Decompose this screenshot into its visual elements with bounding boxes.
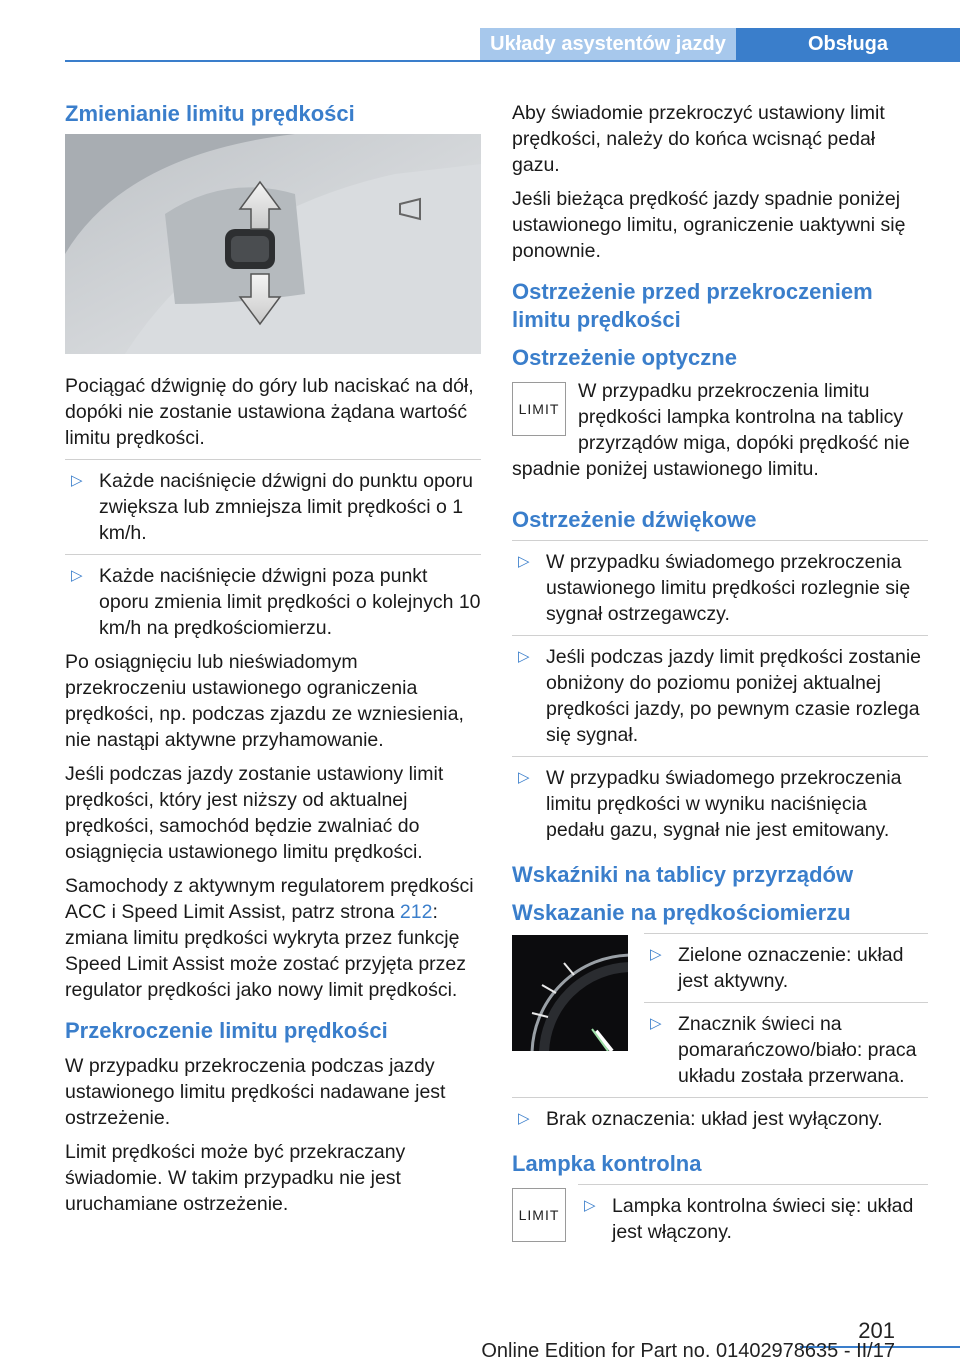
list-item-text: Jeśli podczas jazdy limit prędkości zostanie obniżony do poziomu poniżej aktualnej prędkości jazdy, po pewnym czasie rozlega się sygnał. xyxy=(546,646,921,746)
list-item xyxy=(512,1106,928,1132)
speedometer-image xyxy=(512,935,628,1051)
list-separator xyxy=(65,554,481,555)
paragraph-deliberate-exceed: Aby świadomie przekroczyć ustawiony limit prędkości, należy do końca wcisnąć pedał gazu. xyxy=(512,102,885,176)
list-item-text: W przypadku świadomego przekroczenia limitu prędkości w wyniku naciśnięcia pedału gazu, sygnał nie jest emitowany. xyxy=(546,767,902,841)
heading-change-limit: Zmienianie limitu prędkości xyxy=(65,101,355,126)
list-item-text: Znacznik świeci na pomarańczowo/biało: praca układu została przerwana. xyxy=(678,1013,917,1087)
list-separator xyxy=(644,1002,928,1003)
heading-indicators: Wskaźniki na tablicy przyrządów xyxy=(512,862,854,887)
list-item-text: Zielone oznaczenie: układ jest aktywny. xyxy=(678,944,904,992)
list-item xyxy=(512,765,928,843)
page-header xyxy=(0,0,960,62)
page-link-212[interactable]: 212 xyxy=(399,901,433,923)
paragraph-deliberate: Limit prędkości może być przekraczany świadomie. W takim przypadku nie jest uruchamiane ostrzeżenie. xyxy=(65,1141,406,1215)
paragraph-slow-down: Jeśli podczas jazdy zostanie ustawiony limit prędkości, który jest niższy od aktualnej prędkości, samochód będzie zwalniać do osiągnięcia ustawionego limitu prędkości. xyxy=(65,763,444,863)
list-item-text: Brak oznaczenia: układ jest wyłączony. xyxy=(546,1108,883,1130)
list-item xyxy=(512,549,928,627)
speedometer-block xyxy=(512,933,928,1097)
heading-exceed: Przekroczenie limitu prędkości xyxy=(65,1018,388,1043)
limit-indicator-icon: LIMIT xyxy=(512,1188,566,1242)
heading-sound-warning: Ostrzeżenie dźwiękowe xyxy=(512,507,757,532)
header-rule xyxy=(65,60,960,62)
list-separator xyxy=(512,756,928,757)
list-separator xyxy=(644,933,928,934)
bullet-triangle-icon: ▷ xyxy=(71,472,83,489)
list-separator xyxy=(512,540,928,541)
list-separator xyxy=(512,635,928,636)
list-separator xyxy=(65,459,481,460)
limit-indicator-icon: LIMIT xyxy=(512,382,566,436)
list-item xyxy=(65,563,481,641)
paragraph-acc xyxy=(65,873,481,1003)
list-item-text: Każde naciśnięcie dźwigni poza punkt oporu zmienia limit prędkości o kolejnych 10 km/h na prędkościomierzu. xyxy=(99,565,481,639)
page-number: 201 xyxy=(858,1318,895,1343)
paragraph-reactivate: Jeśli bieżąca prędkość jazdy spadnie poniżej ustawionego limitu, ograniczenie uaktywni się ponownie. xyxy=(512,188,906,262)
heading-optical-warning: Ostrzeżenie optyczne xyxy=(512,345,737,370)
bullet-triangle-icon: ▷ xyxy=(650,946,662,963)
bullet-triangle-icon: ▷ xyxy=(518,648,530,665)
section-tab: Układy asystentów jazdy xyxy=(480,28,736,60)
text-span: Samochody z aktywnym regulatorem prędkości ACC i Speed Limit Assist, patrz strona xyxy=(65,875,474,923)
list-item-text: Lampka kontrolna świeci się: układ jest włączony. xyxy=(612,1195,914,1243)
bullet-triangle-icon: ▷ xyxy=(518,553,530,570)
bullet-triangle-icon: ▷ xyxy=(518,769,530,786)
control-lamp-block xyxy=(512,1184,928,1253)
heading-speedometer: Wskazanie na prędkościomierzu xyxy=(512,900,851,925)
left-column xyxy=(65,100,481,1225)
list-item-text: W przypadku świadomego przekroczenia ustawionego limitu prędkości rozlegnie się sygnał ostrzegawczy. xyxy=(546,551,911,625)
list-separator xyxy=(578,1184,928,1185)
bullet-triangle-icon: ▷ xyxy=(584,1197,596,1214)
bullet-triangle-icon: ▷ xyxy=(518,1110,530,1127)
heading-speed-warning: Ostrzeżenie przed przekroczeniem limitu prędkości xyxy=(512,279,873,332)
paragraph-optical: W przypadku przekroczenia limitu prędkości lampka kontrolna na tablicy przyrządów miga, dopóki prędkość nie spadnie poniżej ustawionego limitu. xyxy=(512,380,910,480)
heading-control-lamp: Lampka kontrolna xyxy=(512,1151,702,1176)
list-separator xyxy=(512,1097,928,1098)
list-item xyxy=(578,1193,928,1245)
list-item xyxy=(644,942,928,994)
list-item xyxy=(65,468,481,546)
list-item-text: Każde naciśnięcie dźwigni do punktu oporu zwiększa lub zmniejsza limit prędkości o 1 km/h. xyxy=(99,470,473,544)
text-span: : zmiana limitu prędkości wykryta przez funkcję Speed Limit Assist może zostać przyjęta przez regulator prędkości jako nowy limit prędkości. xyxy=(65,901,466,1001)
optical-warning-block xyxy=(512,378,928,490)
list-item xyxy=(644,1011,928,1089)
paragraph-no-braking: Po osiągnięciu lub nieświadomym przekroczeniu ustawionego ograniczenia prędkości, np. podczas zjazdu ze wzniesienia, nie nastąpi aktywne przyhamowanie. xyxy=(65,651,464,751)
steering-wheel-lever-photo xyxy=(65,134,481,354)
edition-text: Online Edition for Part no. 01402978635 - II/17 xyxy=(481,1340,895,1362)
paragraph-pull-lever: Pociągać dźwignię do góry lub naciskać na dół, dopóki nie zostanie ustawiona żądana wartość limitu prędkości. xyxy=(65,375,474,449)
chapter-tab: Obsługa xyxy=(736,28,960,60)
right-column xyxy=(512,100,928,1253)
paragraph-exceed-warning: W przypadku przekroczenia podczas jazdy ustawionego limitu prędkości nadawane jest ostrzeżenie. xyxy=(65,1055,446,1129)
bullet-triangle-icon: ▷ xyxy=(650,1015,662,1032)
list-item xyxy=(512,644,928,748)
bullet-triangle-icon: ▷ xyxy=(71,567,83,584)
